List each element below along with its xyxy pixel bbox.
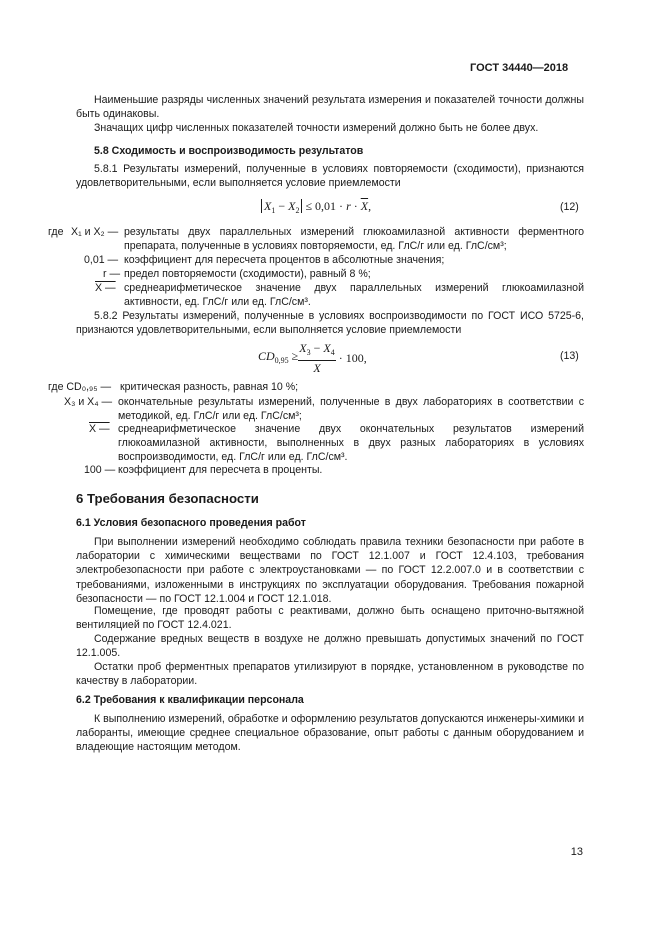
def-r-text: предел повторяемости (сходимости), равный 8 %; bbox=[124, 268, 371, 280]
paragraph-significant-digits: Значащих цифр численных показателей точности измерений должно быть не более двух. bbox=[94, 122, 539, 134]
def-100-symbol: 100 — bbox=[84, 464, 116, 476]
paragraph-6-2-personnel: К выполнению измерений, обработке и оформлению результатов допускаются инженеры-химики и лаборанты, имеющие среднее специальное образование, опыт работы с данным оборудованием и владеющие настоящим методом. bbox=[76, 713, 584, 754]
paragraph-6-1-safety: При выполнении измерений необходимо соблюдать правила техники безопасности при работе в лаборатории с химическими веществами по ГОСТ 12.1.007 и ГОСТ 12.4.103, требования электробезопасности при работе с электроустановками — по ГОСТ 12.2.007.0 и в соответствии с требованиями, изложенными в инструкциях по эксплуатации оборудования. Требования пожарной безопасности — по ГОСТ 12.1.004 и ГОСТ 12.1.018. bbox=[76, 536, 584, 605]
section-title-5-8: 5.8 Сходимость и воспроизводимость результатов bbox=[94, 145, 364, 157]
def-x1x2-symbol: X₁ и X₂ — bbox=[71, 226, 119, 238]
paragraph-6-1-disposal: Остатки проб ферментных препаратов утилизируют в порядке, установленном в руководстве по качеству в лаборатории. bbox=[76, 661, 584, 688]
paragraph-rounding: Наименьшие разряды численных значений результата измерения и показателей точности должны быть одинаковы. bbox=[76, 94, 584, 121]
def-xbar2-text: среднеарифметическое значение двух окончательных результатов измерений глюкоамилазной активности, выполненных в двух разных лабораториях в условиях воспроизводимости, ед. ГлС/г или ед. ГлС/см³. bbox=[118, 423, 584, 464]
def-001-symbol: 0,01 — bbox=[84, 254, 119, 266]
paragraph-6-1-ventilation: Помещение, где проводят работы с реактивами, должно быть оснащено приточно-вытяжной вентиляцией по ГОСТ 12.4.021. bbox=[76, 605, 584, 632]
def-x3x4-text: окончательные результаты измерений, полученные в двух лабораториях в соответствии с методикой, ед. ГлС/г или ед. ГлС/см³; bbox=[118, 396, 584, 423]
section-title-6-2: 6.2 Требования к квалификации персонала bbox=[76, 694, 304, 706]
paragraph-5-8-2: 5.8.2 Результаты измерений, полученные в условиях воспроизводимости по ГОСТ ИСО 5725-6, признаются удовлетворительными, если выполняется условие приемлемости bbox=[76, 310, 584, 337]
fraction: $\frac{X_3 - X_4}{X}$ bbox=[299, 341, 335, 376]
paragraph-6-1-harmful: Содержание вредных веществ в воздухе не должно превышать допустимых значений по ГОСТ 12.1.005. bbox=[76, 633, 584, 660]
def-xbar2-symbol: X — bbox=[89, 423, 110, 435]
abs-difference: $X_1 - X_2$ bbox=[261, 199, 302, 213]
def-100-text: коэффициент для пересчета в проценты. bbox=[118, 464, 323, 476]
where-label: где bbox=[48, 226, 64, 238]
def-x3x4-symbol: X₃ и X₄ — bbox=[64, 396, 113, 408]
document-code: ГОСТ 34440—2018 bbox=[470, 62, 569, 74]
formula-12: $X_1 - X_2 \le 0,01 \cdot r \cdot \overline{X}$, bbox=[261, 199, 371, 218]
def-r-symbol: r — bbox=[103, 268, 121, 280]
def-001-text: коэффициент для пересчета процентов в абсолютные значения; bbox=[124, 254, 445, 266]
formula-13: $CD_{0,95}$ ≥ $\frac{X_3 - X_4}{X}$ · 100, bbox=[258, 341, 367, 376]
formula-13-number: (13) bbox=[560, 350, 579, 362]
def-x1x2-text: результаты двух параллельных измерений глюкоамилазной активности ферментного препарата, полученные в условиях повторяемости, ед. ГлС/г или ед. ГлС/см³; bbox=[124, 226, 584, 253]
def-xbar-text: среднеарифметическое значение двух параллельных измерений глюкоамилазной активности, ед. ГлС/г или ед. ГлС/см³. bbox=[124, 282, 584, 309]
formula-12-number: (12) bbox=[560, 201, 579, 213]
paragraph-5-8-1: 5.8.1 Результаты измерений, полученные в условиях повторяемости (сходимости), признаются удовлетворительными, если выполняется условие приемлемости bbox=[76, 163, 584, 190]
def-cd-text: критическая разность, равная 10 %; bbox=[120, 381, 299, 393]
def-xbar-symbol: X — bbox=[95, 282, 116, 294]
def-cd-symbol: где CD₀,₉₅ — bbox=[48, 381, 112, 393]
section-title-6-1: 6.1 Условия безопасного проведения работ bbox=[76, 517, 306, 529]
section-title-6: 6 Требования безопасности bbox=[76, 491, 259, 506]
page-number: 13 bbox=[570, 846, 583, 858]
